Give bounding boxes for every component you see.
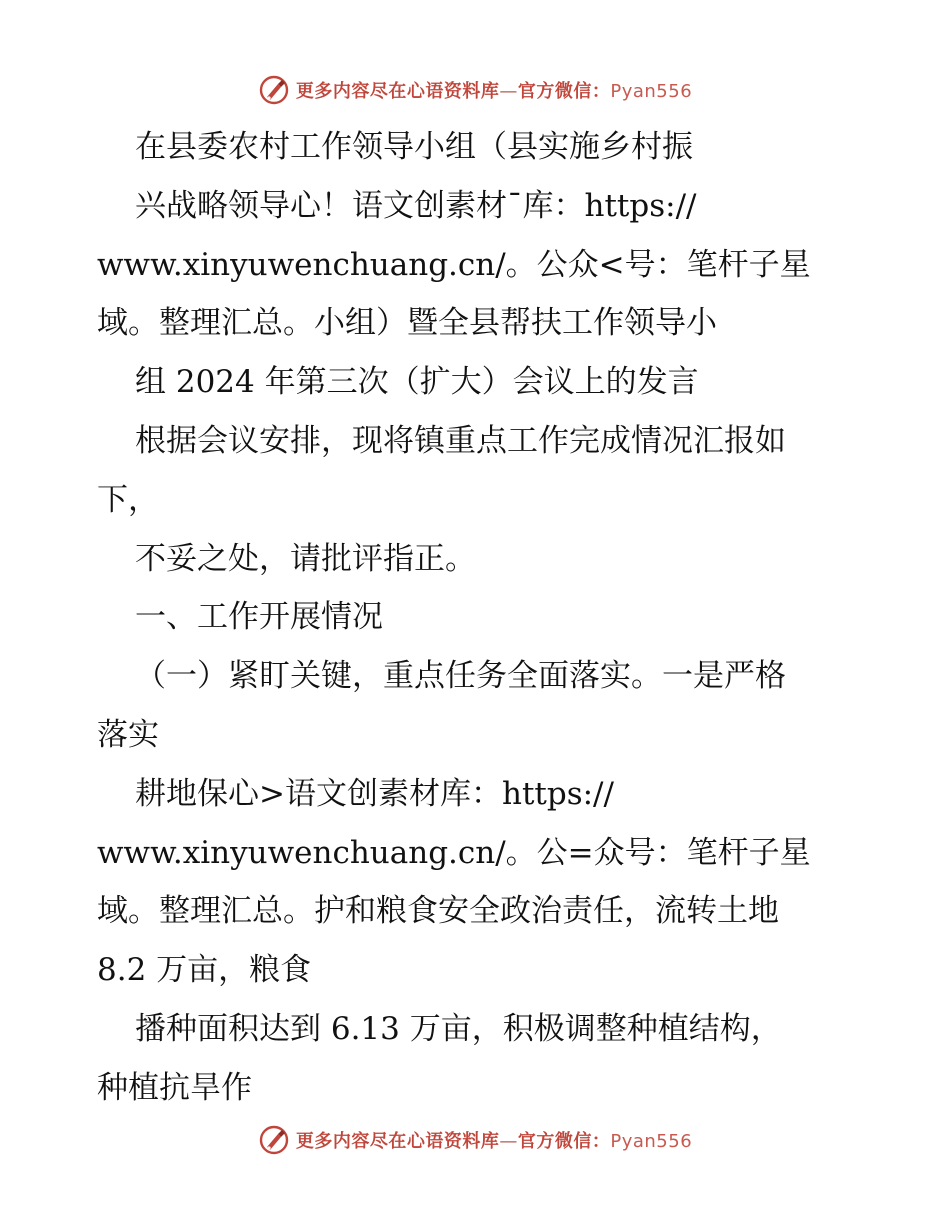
text-line: （一）紧盯关键，重点任务全面落实。一是严格 (135, 658, 786, 695)
watermark-title: 更多内容尽在心语资料库 (295, 1131, 500, 1152)
text-line: 落实 (97, 716, 159, 753)
text-line: 域。整理汇总。小组）暨全县帮扶工作领导小 (97, 305, 717, 342)
text-line: 种植抗旱作 (97, 1069, 252, 1106)
text-line: www.xinyuwenchuang.cn/。公=众号：笔杆子星 (97, 834, 811, 871)
text-line: 域。整理汇总。护和粮食安全政治责任，流转土地 (97, 893, 779, 930)
text-line: www.xinyuwenchuang.cn/。公众<号：笔杆子星 (97, 246, 811, 283)
text-line: 不妥之处，请批评指正。 (135, 540, 476, 577)
watermark-text (296, 77, 692, 103)
watermark-wechat-label: 官方微信： (517, 81, 611, 102)
watermark-title: 更多内容尽在心语资料库 (295, 81, 500, 102)
document-body (97, 118, 857, 1118)
text-line: 耕地保心>语文创素材库：https:// (135, 775, 614, 812)
text-line: 在县委农村工作领导小组（县实施乡村振 (135, 129, 693, 165)
watermark-wechat-label: 官方微信： (517, 1131, 611, 1152)
pen-logo-icon (258, 1124, 290, 1156)
text-line: 下， (97, 481, 159, 518)
text-line: 根据会议安排，现将镇重点工作完成情况汇报如 (135, 422, 786, 459)
footer-watermark (0, 1120, 950, 1160)
watermark-separator: — (499, 81, 518, 102)
watermark-wechat-id: Pyan556 (610, 1131, 693, 1152)
text-line: 8.2 万亩，粮食 (97, 952, 312, 989)
watermark-wechat-id: Pyan556 (610, 81, 693, 102)
header-watermark (0, 70, 950, 110)
watermark-separator: — (499, 1131, 518, 1152)
text-line: 组 2024 年第三次（扩大）会议上的发言 (135, 364, 699, 401)
watermark-text (296, 1127, 692, 1153)
text-line: 兴战略领导心！语文创素材¯库：https:// (135, 187, 697, 224)
pen-logo-icon (258, 74, 290, 106)
text-line: 播种面积达到 6.13 万亩，积极调整种植结构， (135, 1010, 782, 1047)
text-line: 一、工作开展情况 (135, 599, 383, 636)
